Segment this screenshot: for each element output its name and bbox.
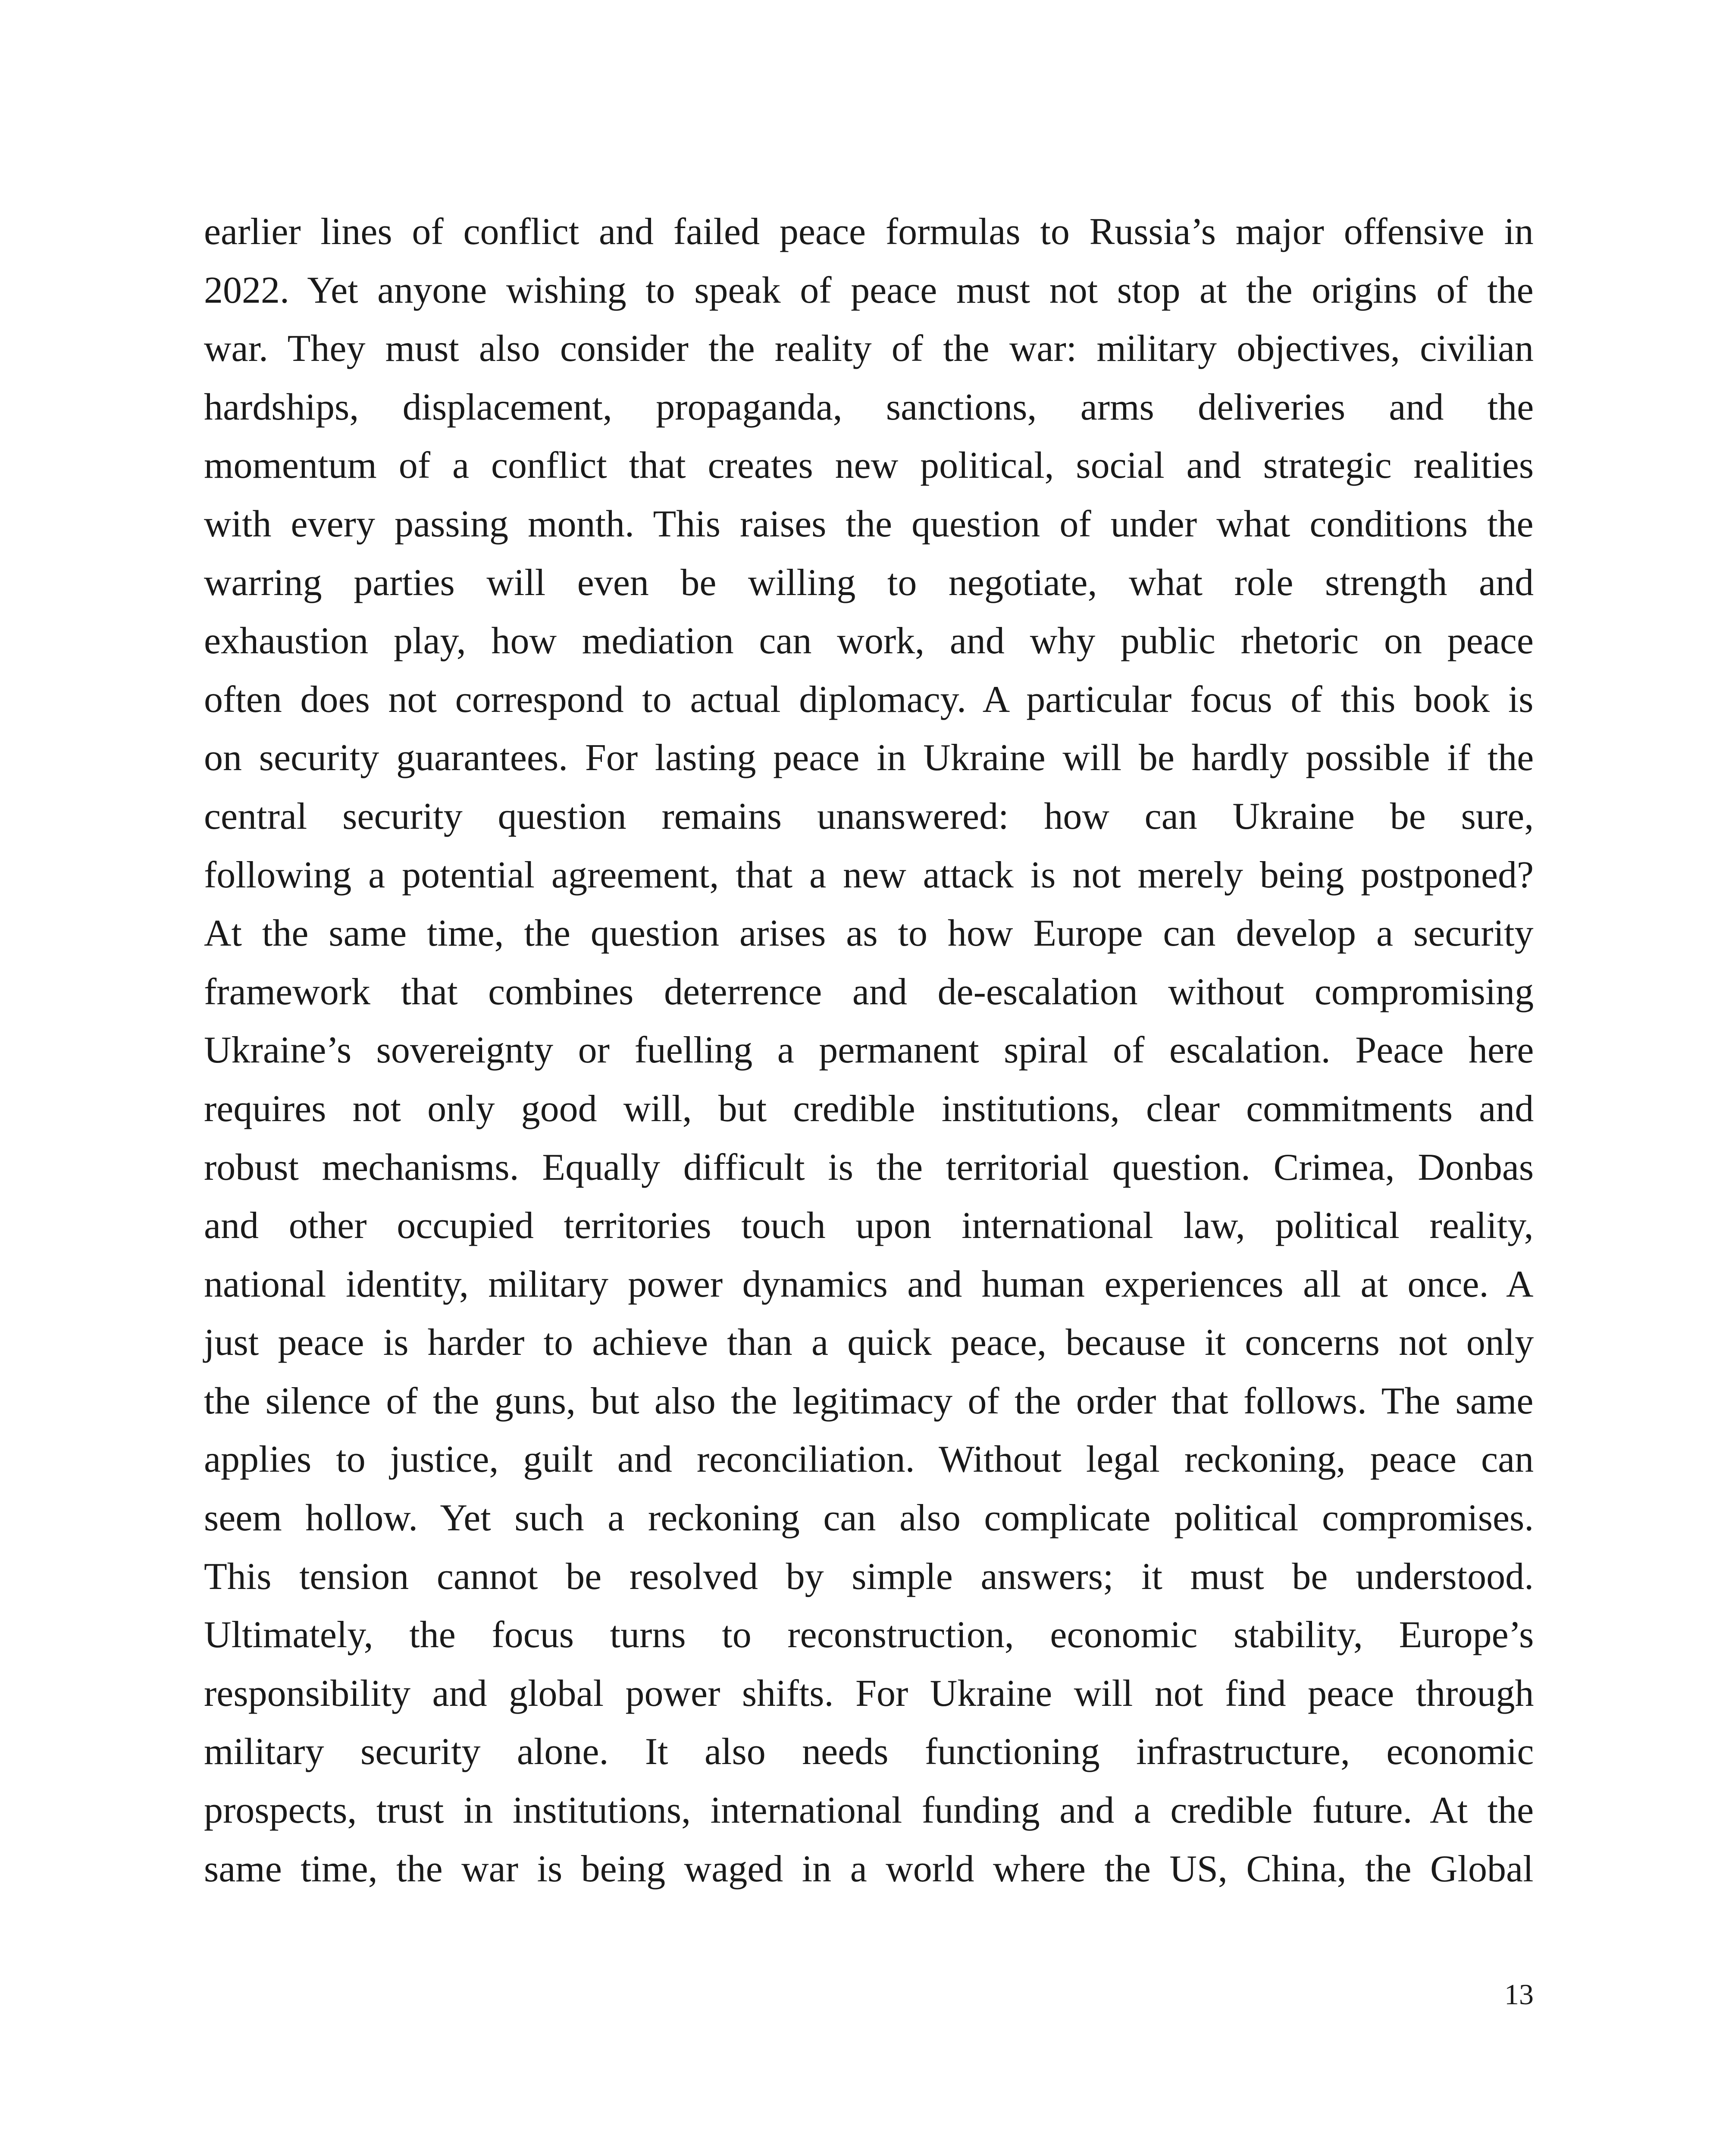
text-line: momentum of a conflict that creates new political, social and strategic realities	[204, 445, 1534, 487]
text-line: just peace is harder to achieve than a quick peace, because it concerns not only	[204, 1322, 1534, 1364]
text-line: with every passing month. This raises the question of under what conditions the	[204, 503, 1534, 545]
text-line: exhaustion play, how mediation can work, and why public rhetoric on peace	[204, 620, 1534, 662]
text-line: military security alone. It also needs functioning infrastructure, economic	[204, 1731, 1534, 1773]
text-line: requires not only good will, but credible institutions, clear commitments and	[204, 1087, 1534, 1130]
body-paragraph	[204, 203, 1534, 1898]
text-line: same time, the war is being waged in a world where the US, China, the Global	[204, 1848, 1534, 1890]
text-line: and other occupied territories touch upon international law, political reality,	[204, 1205, 1534, 1247]
text-line: prospects, trust in institutions, international funding and a credible future. At the	[204, 1789, 1534, 1832]
text-line: This tension cannot be resolved by simple answers; it must be understood.	[204, 1555, 1534, 1598]
text-line: Ultimately, the focus turns to reconstruction, economic stability, Europe’s	[204, 1614, 1534, 1656]
text-line: seem hollow. Yet such a reckoning can also complicate political compromises.	[204, 1497, 1534, 1539]
text-line: Ukraine’s sovereignty or fuelling a permanent spiral of escalation. Peace here	[204, 1029, 1534, 1072]
text-line: warring parties will even be willing to negotiate, what role strength and	[204, 561, 1534, 604]
text-line: following a potential agreement, that a new attack is not merely being postponed?	[204, 854, 1534, 896]
text-line: earlier lines of conflict and failed peace formulas to Russia’s major offensive in	[204, 211, 1534, 253]
text-line: often does not correspond to actual diplomacy. A particular focus of this book is	[204, 678, 1534, 721]
text-line: war. They must also consider the reality of the war: military objectives, civilian	[204, 328, 1534, 370]
text-line: responsibility and global power shifts. For Ukraine will not find peace through	[204, 1672, 1534, 1714]
text-line: 2022. Yet anyone wishing to speak of peace must not stop at the origins of the	[204, 269, 1534, 311]
text-line: on security guarantees. For lasting peace in Ukraine will be hardly possible if the	[204, 737, 1534, 779]
text-line: central security question remains unanswered: how can Ukraine be sure,	[204, 795, 1534, 837]
text-line: the silence of the guns, but also the legitimacy of the order that follows. The same	[204, 1380, 1534, 1422]
text-line: national identity, military power dynamics and human experiences all at once. A	[204, 1263, 1534, 1305]
page-number: 13	[1504, 1978, 1534, 2011]
text-line: framework that combines deterrence and de-escalation without compromising	[204, 971, 1534, 1013]
text-line: robust mechanisms. Equally difficult is the territorial question. Crimea, Donbas	[204, 1146, 1534, 1188]
text-line: hardships, displacement, propaganda, sanctions, arms deliveries and the	[204, 386, 1534, 428]
text-line: At the same time, the question arises as to how Europe can develop a security	[204, 912, 1534, 955]
text-line: applies to justice, guilt and reconciliation. Without legal reckoning, peace can	[204, 1438, 1534, 1481]
